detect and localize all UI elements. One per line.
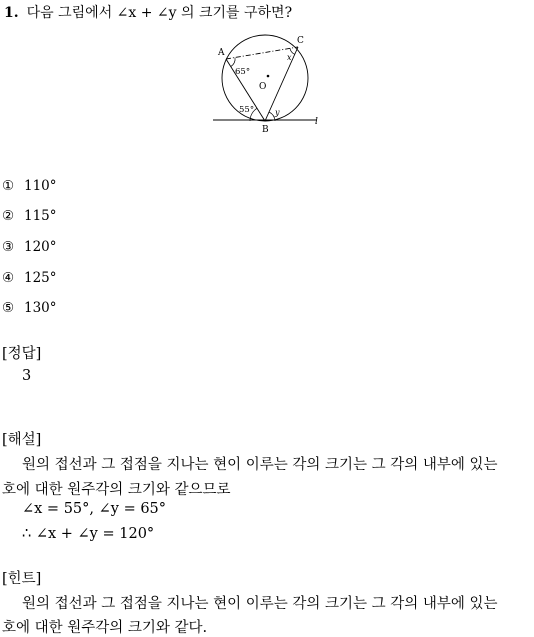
chord-cb	[265, 47, 298, 121]
explanation-line-1: 원의 접선과 그 접점을 지나는 현이 이루는 각의 크기는 그 각의 내부에 있는	[22, 457, 498, 473]
question-text: 다음 그림에서 ∠x + ∠y 의 크기를 구하면?	[26, 5, 293, 21]
hint-heading: [힌트]	[2, 571, 42, 587]
explanation-equation-1: ∠x = 55°, ∠y = 65°	[22, 501, 167, 517]
choice-text: 125°	[24, 270, 57, 286]
label-y: y	[275, 108, 280, 117]
hint-line-2: 호에 대한 원주각의 크기와 같다.	[2, 620, 208, 636]
label-a: A	[218, 48, 225, 58]
choice-marker: ⑤	[2, 300, 15, 316]
choice-text: 115°	[24, 208, 57, 224]
explanation-equation-2: ∴ ∠x + ∠y = 120°	[22, 526, 155, 542]
answer-heading: [정답]	[2, 346, 42, 362]
geometry-figure	[205, 26, 335, 136]
label-x: x	[287, 53, 292, 62]
label-b: B	[262, 125, 269, 135]
choice-3[interactable]	[2, 239, 57, 255]
label-angle-b: 55°	[239, 105, 255, 115]
choice-4[interactable]	[2, 270, 57, 286]
choice-text: 110°	[24, 178, 57, 194]
question	[4, 2, 292, 22]
label-c: C	[297, 36, 304, 46]
label-o: O	[259, 82, 267, 92]
choice-text: 120°	[24, 239, 57, 255]
choice-marker: ②	[2, 208, 15, 224]
angle-arc-a	[231, 58, 235, 67]
choice-5[interactable]	[2, 300, 57, 316]
choice-2[interactable]	[2, 208, 57, 224]
label-angle-a: 65°	[235, 67, 251, 77]
choice-marker: ①	[2, 178, 15, 194]
hint-line-1: 원의 접선과 그 접점을 지나는 현이 이루는 각의 크기는 그 각의 내부에 있는	[22, 596, 498, 612]
answer-value: 3	[22, 368, 32, 384]
choice-marker: ④	[2, 270, 15, 286]
center-point	[267, 75, 270, 78]
choice-text: 130°	[24, 300, 57, 316]
question-number: 1.	[4, 5, 19, 21]
choice-1[interactable]	[2, 178, 57, 194]
circle-o	[222, 35, 308, 121]
explanation-heading: [해설]	[2, 432, 42, 448]
choice-marker: ③	[2, 239, 15, 255]
explanation-line-2: 호에 대한 원주각의 크기와 같으므로	[2, 482, 231, 498]
label-l: l	[315, 117, 318, 127]
